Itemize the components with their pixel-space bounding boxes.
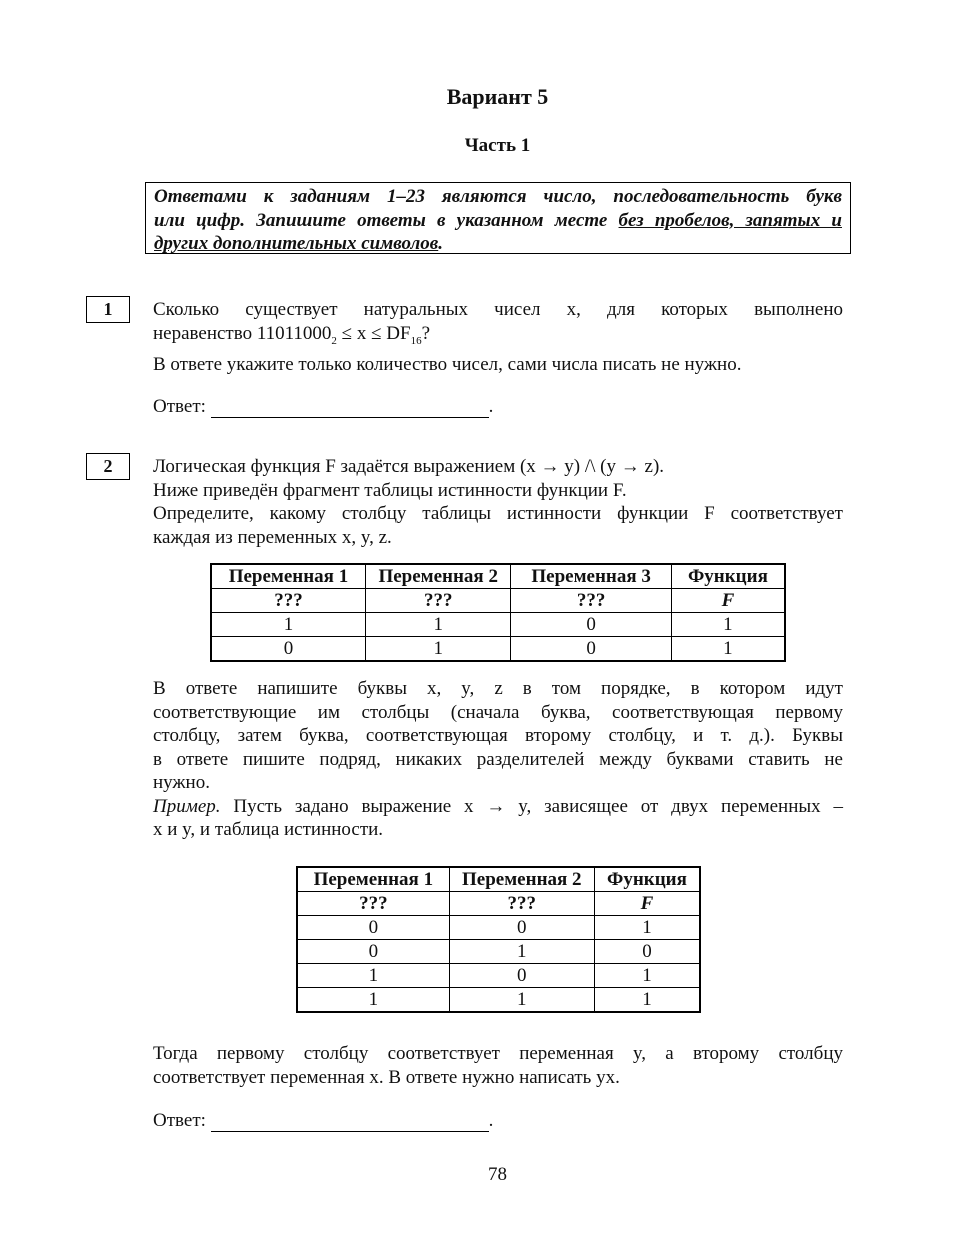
task-1-line-3: В ответе укажите только количество чисел, сами числа писать не нужно. <box>153 353 742 375</box>
instructions-line-3-underlined: других дополнительных символов <box>154 233 439 254</box>
table-cell: 1 <box>211 613 365 637</box>
table-cell: 0 <box>449 916 594 940</box>
task-1-inequality-left: неравенство 11011000 <box>153 322 332 344</box>
variant-title: Вариант 5 <box>446 84 549 109</box>
table-row <box>297 988 700 1013</box>
table-header-cell: Переменная 3 <box>511 564 671 589</box>
task-1-answer-blank[interactable] <box>211 399 489 418</box>
table-row <box>297 964 700 988</box>
table-cell: 0 <box>297 940 449 964</box>
table-cell: 0 <box>594 940 700 964</box>
task-2-intro <box>153 455 843 549</box>
instructions-line-2-underlined: без пробелов, запятых и <box>618 209 842 231</box>
task-2-para-line-3: столбцу, затем буква, соответствующая второму столбцу, и т. д.). Буквы <box>153 725 843 746</box>
table-row <box>297 940 700 964</box>
task-1-line-2 <box>153 322 843 353</box>
table-cell: 0 <box>211 637 365 662</box>
table-cell: 1 <box>449 988 594 1013</box>
table-cell: 1 <box>365 637 511 662</box>
task-1-answer-row <box>153 396 493 418</box>
table-cell: 1 <box>594 988 700 1013</box>
truth-table-2-header-row <box>297 867 700 892</box>
task-2-line-1: Логическая функция F задаётся выражением (x → y) /\ (y → z). <box>153 456 665 477</box>
task-2-para-line-5: нужно. <box>153 772 210 793</box>
task-2-para-line-2: соответствующие им столбцы (сначала буква, соответствующая первому <box>153 701 843 723</box>
example-label: Пример. <box>153 795 221 817</box>
instructions-line-2-plain: или цифр. Запишите ответы в указанном месте <box>154 209 619 231</box>
table-cell: 1 <box>365 613 511 637</box>
task-2-answer-blank[interactable] <box>211 1113 489 1132</box>
task-1-inequality-middle: ≤ x ≤ DF <box>336 322 411 344</box>
table-row <box>211 637 785 662</box>
instructions-box <box>145 182 851 254</box>
instructions-line-1: Ответами к заданиям 1–23 являются число, последовательность букв <box>154 186 842 207</box>
instructions-line-3 <box>154 232 842 256</box>
table-header-cell: Переменная 2 <box>449 867 594 892</box>
table-cell: 0 <box>511 637 671 662</box>
table-subheader-cell: ??? <box>449 892 594 916</box>
table-cell: 1 <box>594 916 700 940</box>
table-subheader-cell: F <box>594 892 700 916</box>
table-header-cell: Функция <box>594 867 700 892</box>
task-1-question-mark: ? <box>421 322 431 344</box>
task-1-number-box: 1 <box>86 296 130 323</box>
table-cell: 1 <box>671 637 785 662</box>
table-subheader-cell: ??? <box>365 589 511 613</box>
table-header-cell: Переменная 1 <box>211 564 365 589</box>
table-cell: 1 <box>594 964 700 988</box>
table-cell: 1 <box>671 613 785 637</box>
task-2-line-2: Ниже приведён фрагмент таблицы истинности функции F. <box>153 479 627 501</box>
table-cell: 1 <box>297 964 449 988</box>
truth-table-2 <box>296 866 701 1013</box>
table-subheader-cell: ??? <box>211 589 365 613</box>
instructions-line-2 <box>154 209 842 233</box>
table-header-cell: Функция <box>671 564 785 589</box>
task-2-instructions-paragraph <box>153 677 843 842</box>
task-2-answer-label: Ответ: <box>153 1110 206 1131</box>
table-cell: 0 <box>449 964 594 988</box>
instructions-line-3-end: . <box>438 233 443 254</box>
task-2-line-4: каждая из переменных x, y, z. <box>153 526 392 548</box>
table-header-cell: Переменная 1 <box>297 867 449 892</box>
table-cell: 1 <box>449 940 594 964</box>
table-row <box>297 916 700 940</box>
task-1-line-1: Сколько существует натуральных чисел x, для которых выполнено <box>153 299 843 320</box>
task-2-answer-end: . <box>488 1110 494 1131</box>
task-2-example-line-2: x и y, и таблица истинности. <box>153 819 384 840</box>
table-cell: 1 <box>297 988 449 1013</box>
task-1-base-2: 2 <box>331 334 337 347</box>
task-1-answer-label: Ответ: <box>153 396 206 417</box>
table-subheader-cell: ??? <box>297 892 449 916</box>
task-2-conclusion <box>153 1042 843 1089</box>
truth-table-1 <box>210 563 786 662</box>
truth-table-1-subheader-row <box>211 589 785 613</box>
task-1-base-16: 16 <box>410 334 422 347</box>
task-2-answer-row <box>153 1110 493 1132</box>
task-2-concl-line-2: соответствует переменная x. В ответе нужно написать yx. <box>153 1066 620 1088</box>
task-2-line-3: Определите, какому столбцу таблицы истинности функции F соответствует <box>153 503 843 524</box>
table-subheader-cell: F <box>671 589 785 613</box>
part-title: Часть 1 <box>464 135 531 156</box>
truth-table-2-subheader-row <box>297 892 700 916</box>
task-1-answer-end: . <box>488 396 494 417</box>
page-number: 78 <box>488 1164 507 1185</box>
table-cell: 0 <box>511 613 671 637</box>
task-1-text <box>153 298 843 376</box>
table-header-cell: Переменная 2 <box>365 564 511 589</box>
table-subheader-cell: ??? <box>511 589 671 613</box>
task-2-number-box: 2 <box>86 453 130 480</box>
task-2-para-line-1: В ответе напишите буквы x, y, z в том порядке, в котором идут <box>153 678 843 699</box>
truth-table-1-header-row <box>211 564 785 589</box>
table-cell: 0 <box>297 916 449 940</box>
task-2-example-line-1 <box>153 795 843 819</box>
task-2-para-line-4: в ответе пишите подряд, никаких разделителей между буквами ставить не <box>153 748 843 770</box>
example-text: Пусть задано выражение x → y, зависящее от двух переменных – <box>220 795 843 817</box>
table-row <box>211 613 785 637</box>
task-2-concl-line-1: Тогда первому столбцу соответствует переменная y, а второму столбцу <box>153 1043 843 1064</box>
